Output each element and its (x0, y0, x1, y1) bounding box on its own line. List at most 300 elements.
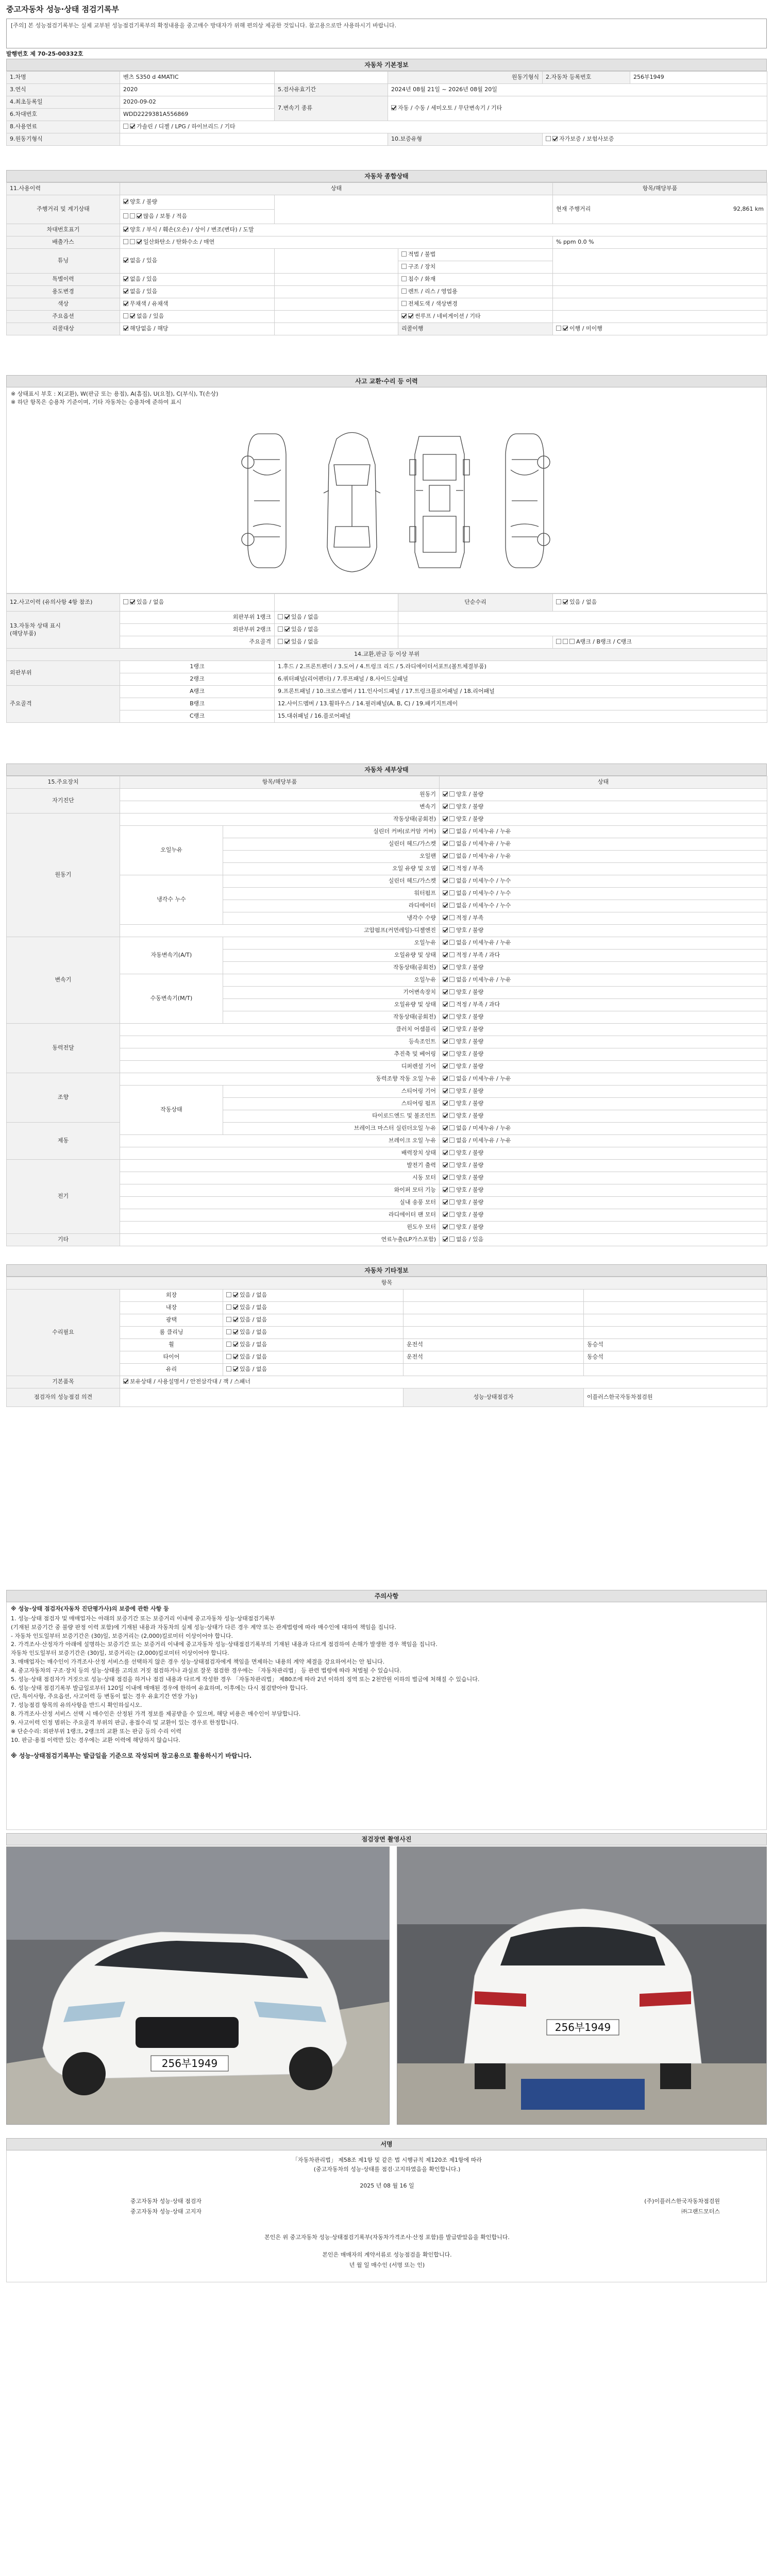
note-item: 3. 매매업자는 매수인이 가격조사·산정 서비스를 선택하지 않은 경우 성능·상태점검자에게 책임을 면제하는 내용의 계약 체결을 강요하여서는 안 됩니다. (11, 1658, 385, 1666)
checkbox-detail-ok (443, 1088, 448, 1093)
label-warranty: 10.보증유형 (388, 133, 543, 146)
detail-group-label: 원동기 (7, 814, 120, 937)
value-vin: WDD2229381A556869 (120, 109, 275, 121)
checkbox-outer1-no (284, 614, 290, 619)
detail-item: 실린더 헤드/가스켓 (223, 838, 440, 851)
value-special-flood: 침수 / 화재 (408, 276, 436, 283)
other-state: 있음 / 없음 (240, 1366, 267, 1373)
value-frame: 있음 / 없음 (291, 638, 319, 646)
checkbox-detail-ok (443, 1138, 448, 1143)
detail-item: 실내 송풍 모터 (120, 1197, 440, 1209)
checkbox-recall-none (123, 326, 128, 331)
checkbox-other-yes (226, 1366, 231, 1371)
checkbox-rank-c (569, 639, 575, 644)
label-frame-summary: 주요골격 (7, 686, 120, 723)
detail-state: 양호 / 불량 (456, 1199, 484, 1206)
checkbox-detail-ok (443, 1014, 448, 1019)
detail-subgroup-label: 작동상태 (120, 1086, 223, 1135)
other-item: 광택 (120, 1314, 223, 1327)
checkbox-detail-bad (449, 1199, 455, 1205)
checkbox-options-yes (130, 313, 135, 318)
detail-row (7, 974, 767, 987)
other-row (7, 1302, 767, 1314)
detail-state: 없음 / 미세누유 / 누유 (456, 828, 511, 835)
value-ranka-parts: 9.프론트패널 / 10.크로스멤버 / 11.인사이드패널 / 17.트렁크플로어패널 / 18.리어패널 (275, 686, 767, 698)
other-state: 있음 / 없음 (240, 1341, 267, 1348)
checkbox-structure (401, 264, 407, 269)
detail-group-label: 동력전달 (7, 1024, 120, 1073)
other-group-label: 수리필요 (7, 1290, 120, 1376)
checkbox-insurance-warranty (552, 136, 558, 141)
detail-state: 양호 / 불량 (456, 803, 484, 810)
note-item: - 자동차 인도일부터 보증기간은 (30)일, 보증거리는 (2,000)킬로미터 이상이어야 합니다. (11, 1632, 233, 1639)
other-state: 있음 / 없음 (240, 1292, 267, 1299)
label-vin-state: 차대번호표기 (7, 224, 120, 236)
checkbox-detail-bad (449, 1002, 455, 1007)
value-options-opts: 없음 / 있음 (137, 313, 164, 320)
checkbox-detail-ok (443, 977, 448, 982)
value-emission-opts: 일산화탄소 / 탄화수소 / 매연 (143, 239, 215, 246)
checkbox-other-yes (226, 1354, 231, 1359)
value-repair-opts: 있음 / 없음 (569, 599, 597, 606)
detail-row (7, 1209, 767, 1222)
checkbox-detail-bad (449, 1100, 455, 1106)
label-current-mileage: 현재 주행거리 (556, 206, 591, 213)
car-left-view (242, 434, 286, 568)
value-emission-units: % ppm 0.0 % (553, 236, 767, 249)
detail-item: 오일팬 (223, 851, 440, 863)
label-vin: 6.차대번호 (7, 109, 120, 121)
checkbox-detail-ok (443, 1100, 448, 1106)
page-title: 중고자동차 성능·상태 점검기록부 (6, 5, 120, 14)
detail-state: 없음 / 미세누수 / 누수 (456, 902, 511, 909)
detail-row (7, 1061, 767, 1073)
checkbox-detail-ok (443, 816, 448, 821)
checkbox-detail-ok (443, 841, 448, 846)
checkbox-detail-ok (443, 866, 448, 871)
checkbox-detail-bad (449, 964, 455, 970)
value-recall-done: 이행 / 미이행 (569, 325, 602, 332)
detail-state: 양호 / 불량 (456, 1063, 484, 1070)
front-plate: 256부1949 (161, 2057, 218, 2070)
checkbox-detail-ok (443, 1175, 448, 1180)
label-rank1: 1랭크 (120, 661, 275, 673)
certificate-number: 발행번호 제 70-25-00332호 (6, 50, 83, 57)
checkbox-other-no (233, 1304, 238, 1310)
detail-item: 원동기 (120, 789, 440, 801)
checkbox-detail-ok (443, 903, 448, 908)
detail-state: 양호 / 불량 (456, 1112, 484, 1120)
detail-row (7, 1024, 767, 1036)
detail-row (7, 925, 767, 937)
checkbox-smoke (137, 239, 142, 244)
checkbox-detail-ok (443, 828, 448, 834)
value-car-name: 벤츠 S350 d 4MATIC (120, 72, 275, 84)
notes-list (11, 1615, 762, 1744)
detail-item: 오일누유 (223, 937, 440, 950)
detail-item: 작동상태(공회전) (223, 962, 440, 974)
detail-state: 없음 / 미세누유 / 누유 (456, 976, 511, 984)
detail-state: 없음 / 미세누유 / 누유 (456, 939, 511, 946)
detail-row (7, 814, 767, 826)
detail-state-table (6, 776, 767, 1246)
value-color-repaint: 전체도색 / 색상변경 (408, 300, 458, 308)
checkbox-detail-ok (443, 1076, 448, 1081)
other-row (7, 1364, 767, 1376)
sign-law-text: 「자동차관리법」 제58조 제1항 및 같은 법 시행규칙 제120조 제1항에 따라 (292, 2157, 482, 2163)
value-vin-opts: 양호 / 부식 / 훼손(오손) / 상이 / 변조(변타) / 도말 (130, 226, 254, 233)
detail-state: 양호 / 불량 (456, 1026, 484, 1033)
detail-item: 고압펌프(커먼레일)-디젤엔진 (120, 925, 440, 937)
detail-group-label: 조향 (7, 1073, 120, 1123)
detail-state: 양호 / 불량 (456, 1100, 484, 1107)
rear-plate: 256부1949 (554, 2021, 611, 2033)
section-photos-header: 점검장면 촬영사진 (6, 1833, 767, 1845)
value-tuning-opts: 없음 / 있음 (130, 257, 158, 264)
detail-item: 타이로드엔드 및 볼조인트 (223, 1110, 440, 1123)
header-usage: 11.사용이력 (7, 183, 120, 195)
checkbox-detail-bad (449, 1076, 455, 1081)
detail-row (7, 875, 767, 888)
detail-item: 배력장치 상태 (120, 1147, 440, 1160)
checkbox-outer2-yes (278, 626, 283, 632)
header-parts: 항목/해당부품 (553, 183, 767, 195)
checkbox-special-none (123, 276, 128, 281)
checkbox-sunroof (401, 313, 407, 318)
label-basic-items: 기본품목 (7, 1376, 120, 1388)
basic-info-table (6, 71, 767, 146)
note-item: (기재된 보증기간 중 불량 판정 이력 포함)에 기재된 내용과 자동차의 실제 성능·상태가 다른 경우 계약 또는 관계법령에 따라 매수인에 대하여 책임을 집니다. (11, 1623, 396, 1631)
label-color: 색상 (7, 298, 120, 311)
value-basic-items: 보유상태 / 사용설명서 / 안전삼각대 / 잭 / 스패너 (130, 1378, 251, 1385)
checkbox-detail-ok (443, 1150, 448, 1155)
label-rank-b: B랭크 (120, 698, 275, 710)
checkbox-detail-bad (449, 1039, 455, 1044)
detail-state: 없음 / 미세누유 / 누유 (456, 1075, 511, 1082)
note-item: 10. 판금·용접 이력만 있는 경우에는 교환 이력에 해당하지 않습니다. (11, 1736, 180, 1743)
notice-box: [주의] 본 성능점검기록부는 실제 교부된 성능점검기록부의 확정내용을 중고매수 방대자가 위해 편의상 제공한 것입니다. 참고용으로만 사용하시기 바랍니다. (6, 19, 767, 48)
checkbox-rank-b (563, 639, 568, 644)
checkbox-other-yes (226, 1292, 231, 1297)
detail-state: 없음 / 미세누유 / 누유 (456, 840, 511, 848)
detail-state: 적정 / 부족 / 과다 (456, 1001, 500, 1008)
detail-item: 워터펌프 (223, 888, 440, 900)
label-outer-summary: 외판부위 (7, 661, 120, 686)
detail-row (7, 1036, 767, 1048)
note-item: 5. 성능·상태 점검자가 거짓으로 성능·상태 점검을 하거나 점검 내용과 다르게 작성한 경우 「자동차관리법」 제80조에 따라 2년 이하의 징역 또는 2천만원 이하의 벌금에 처해질 수 있습니다. (11, 1675, 480, 1683)
checkbox-other-no (233, 1342, 238, 1347)
label-reg-number: 2.자동차 등록번호 (543, 72, 630, 84)
checkbox-detail-bad (449, 890, 455, 895)
value-color-opts: 무채색 / 유채색 (130, 300, 169, 308)
detail-item: 시동 모터 (120, 1172, 440, 1184)
checkbox-detail-ok (443, 1039, 448, 1044)
other-row (7, 1327, 767, 1339)
checkbox-other-yes (226, 1342, 231, 1347)
detail-row (7, 1234, 767, 1246)
section-sign-header: 서명 (6, 2138, 767, 2150)
value-ranks: A랭크 / B랭크 / C랭크 (576, 638, 632, 646)
other-item: 외장 (120, 1290, 223, 1302)
header-item: 항목/해당부품 (120, 776, 440, 789)
label-car-name: 1.차명 (7, 72, 120, 84)
detail-item: 냉각수 수량 (223, 912, 440, 925)
checkbox-detail-ok (443, 964, 448, 970)
detail-item: 작동상태(공회전) (223, 1011, 440, 1024)
detail-row (7, 1073, 767, 1086)
checkbox-detail-ok (443, 804, 448, 809)
label-rank2: 2랭크 (120, 673, 275, 686)
detail-state: 없음 / 미세누수 / 누수 (456, 890, 511, 897)
checkbox-detail-bad (449, 791, 455, 796)
damage-legend-note: ※ 하단 항목은 승용차 기준이며, 기타 자동차는 승용차에 준하여 표시 (11, 399, 182, 405)
checkbox-detail-ok (443, 1187, 448, 1192)
front-photo (6, 1846, 390, 2125)
other-row (7, 1339, 767, 1351)
checkbox-detail-bad (449, 1212, 455, 1217)
checkbox-detail-bad (449, 1175, 455, 1180)
detail-item: 오일 유량 및 오염 (223, 863, 440, 875)
checkbox-detail-bad (449, 977, 455, 982)
checkbox-hc (130, 239, 135, 244)
detail-item: 등속조인트 (120, 1036, 440, 1048)
checkbox-auto (391, 105, 396, 110)
detail-row (7, 1048, 767, 1061)
detail-item: 브레이크 마스터 실린더오일 누유 (223, 1123, 440, 1135)
detail-state: 양호 / 불량 (456, 1162, 484, 1169)
detail-state: 양호 / 불량 (456, 1050, 484, 1058)
checkbox-detail-ok (443, 878, 448, 883)
checkbox-accident-yes (123, 599, 128, 604)
car-frame-view (410, 436, 469, 568)
checkbox-frame-no (284, 639, 290, 644)
checkbox-many (123, 213, 128, 218)
checkbox-gasoline (123, 124, 128, 129)
detail-item: 스티어링 펌프 (223, 1098, 440, 1110)
notes-warning: ※ 성능·상태점검기록부는 발급일을 기준으로 작성되며 참고용으로 활용하시기 바랍니다. (11, 1752, 252, 1759)
checkbox-detail-bad (449, 1113, 455, 1118)
checkbox-detail-bad (449, 915, 455, 920)
detail-item: 라디에이터 팬 모터 (120, 1209, 440, 1222)
detail-row (7, 1184, 767, 1197)
detail-item: 동력조향 작동 오일 누유 (120, 1073, 440, 1086)
section-other-header: 자동차 기타정보 (6, 1264, 767, 1277)
checkbox-detail-ok (443, 853, 448, 858)
passenger-side-label: 동승석 (587, 1353, 603, 1361)
value-recall-opts: 해당없음 / 해당 (130, 325, 169, 332)
other-info-table (6, 1277, 767, 1407)
checkbox-co (123, 239, 128, 244)
checkbox-detail-bad (449, 1125, 455, 1130)
value-accident-opts: 있음 / 없음 (137, 599, 164, 606)
other-row (7, 1290, 767, 1302)
label-engine: 9.원동기형식 (7, 133, 120, 146)
checkbox-normal (130, 213, 135, 218)
value-year: 2020 (120, 84, 275, 96)
other-item: 타이어 (120, 1351, 223, 1364)
detail-subgroup-label: 냉각수 누수 (120, 875, 223, 925)
note-item: 9. 사고이력 인정 범위는 주요골격 부위의 판금, 용접수리 및 교환이 있는 경우로 한정합니다. (11, 1719, 239, 1726)
checkbox-rank-a (556, 639, 561, 644)
passenger-side-label: 동승석 (587, 1341, 603, 1348)
detail-subgroup-label: 자동변속기(A/T) (120, 937, 223, 974)
label-inspector-opinion: 점검자의 성능점검 의견 (7, 1388, 120, 1407)
inspection-record-page (6, 0, 767, 2576)
note-item: 7. 성능점검 항목의 유의사항을 반드시 확인하십시오. (11, 1702, 142, 1709)
checkbox-detail-bad (449, 1014, 455, 1019)
label-mileage: 주행거리 및 계기상태 (7, 195, 120, 224)
detail-item: 연료누출(LP가스포함) (120, 1234, 440, 1246)
detail-row (7, 1135, 767, 1147)
checkbox-detail-bad (449, 1224, 455, 1229)
car-right-view (506, 434, 550, 568)
checkbox-detail-bad (449, 989, 455, 994)
checkbox-detail-ok (443, 1212, 448, 1217)
detail-row (7, 801, 767, 814)
other-item: 룸 클리닝 (120, 1327, 223, 1339)
notes-title: ※ 성능·상태 점검자(자동차 진단평가사)의 보증에 관한 사항 등 (11, 1605, 169, 1612)
detail-group-label: 변속기 (7, 937, 120, 1024)
detail-state: 적정 / 부족 (456, 865, 484, 872)
checkbox-detail-bad (449, 804, 455, 809)
section-basic-header: 자동차 기본정보 (6, 59, 767, 71)
value-mileage-state: 양호 / 불량 (130, 198, 158, 206)
notes-section (6, 1602, 767, 1830)
checkbox-diesel (130, 124, 135, 129)
detail-state: 양호 / 불량 (456, 927, 484, 934)
other-state: 있음 / 없음 (240, 1316, 267, 1324)
detail-subgroup-label: 수동변속기(M/T) (120, 974, 223, 1024)
checkbox-detail-bad (449, 816, 455, 821)
checkbox-detail-ok (443, 927, 448, 933)
sign-buyer: 년 월 일 매수인 (서명 또는 인) (349, 2262, 425, 2268)
value-special-opts: 없음 / 있음 (130, 276, 158, 283)
label-frame: 주요골격 (120, 636, 275, 649)
detail-state: 없음 / 있음 (456, 1236, 484, 1243)
checkbox-other-no (233, 1354, 238, 1359)
label-simple-repair: 단순수리 (398, 594, 553, 612)
detail-state: 없음 / 미세누수 / 누수 (456, 877, 511, 885)
value-first-reg: 2020-09-02 (120, 96, 275, 109)
checkbox-detail-bad (449, 1187, 455, 1192)
header-device: 15.주요장치 (7, 776, 120, 789)
detail-item: 오일유량 및 상태 (223, 950, 440, 962)
checkbox-repair-no (563, 599, 568, 604)
checkbox-detail-bad (449, 1026, 455, 1031)
value-reg-number: 256부1949 (630, 72, 767, 84)
detail-row (7, 1160, 767, 1172)
signature-section (6, 2150, 767, 2282)
detail-row (7, 1086, 767, 1098)
checkbox-detail-bad (449, 940, 455, 945)
header-other-item: 항목 (7, 1277, 767, 1290)
label-recall-done: 리콜이행 (398, 323, 553, 335)
driver-side-label: 운전석 (407, 1341, 423, 1348)
detail-group-label: 자기진단 (7, 789, 120, 814)
value-transmission: 자동 / 수동 / 세미오토 / 무단변속기 / 기타 (398, 105, 502, 112)
checkbox-detail-bad (449, 1162, 455, 1167)
label-change-status: 13.자동차 상태 표시 (해당부품) (7, 612, 120, 649)
checkbox-detail-ok (443, 915, 448, 920)
detail-item: 실린더 헤드/가스켓 (223, 875, 440, 888)
detail-item: 브레이크 오일 누유 (120, 1135, 440, 1147)
checkbox-repair-yes (556, 599, 561, 604)
value-rankc-parts: 15.대쉬패널 / 16.플로어패널 (275, 710, 767, 723)
detail-state: 양호 / 불량 (456, 964, 484, 971)
detail-item: 오일유량 및 상태 (223, 999, 440, 1011)
checkbox-detail-ok (443, 1236, 448, 1242)
checkbox-mileage-good (123, 199, 128, 204)
checkbox-rent (401, 289, 407, 294)
value-outer1: 있음 / 없음 (291, 614, 319, 621)
value-fuel: 가솔린 / 디젤 / LPG / 하이브리드 / 기타 (137, 123, 236, 130)
detail-row (7, 937, 767, 950)
detail-state: 없음 / 미세누유 / 누유 (456, 1137, 511, 1144)
damage-diagram-area (6, 387, 767, 594)
detail-state: 양호 / 불량 (456, 989, 484, 996)
checkbox-detail-bad (449, 903, 455, 908)
detail-item: 기어변속장치 (223, 987, 440, 999)
sign-inspector-name: (주)이플러스한국자동차점검원 (644, 2198, 720, 2205)
value-current-mileage: 92,861 km (733, 206, 764, 213)
checkbox-detail-bad (449, 952, 455, 957)
value-options-items: 썬루프 / 네비게이션 / 기타 (415, 313, 481, 320)
note-item: 1. 성능·상태 점검자 및 매매업자는 아래의 보증기간 또는 보증거리 이내에 중고자동차 성능·상태점검기록부 (11, 1615, 275, 1622)
checkbox-detail-ok (443, 890, 448, 895)
header-condition: 상태 (440, 776, 767, 789)
other-row (7, 1351, 767, 1364)
label-emission: 배출가스 (7, 236, 120, 249)
label-inspection-valid: 5.검사유효기간 (275, 84, 388, 96)
detail-item: 발전기 출력 (120, 1160, 440, 1172)
value-mileage-level: 많음 / 보통 / 적음 (143, 213, 188, 220)
damage-legend: ※ 상태표시 부호 : X(교환), W(판금 또는 용접), A(흠집), U(요철), C(부식), T(손상) (11, 391, 219, 397)
checkbox-detail-bad (449, 866, 455, 871)
checkbox-other-no (233, 1329, 238, 1334)
detail-state: 적정 / 부족 (456, 914, 484, 922)
label-rank-a: A랭크 (120, 686, 275, 698)
label-usage-change: 용도변경 (7, 286, 120, 298)
other-state: 있음 / 없음 (240, 1353, 267, 1361)
car-top-view (324, 433, 380, 572)
sign-sub: 본인은 매매자의 계약서류로 성능점검을 확인합니다. (322, 2251, 452, 2258)
detail-state: 양호 / 불량 (456, 1211, 484, 1218)
value-state-inspector: 이플러스한국자동차점검원 (584, 1388, 767, 1407)
checkbox-detail-ok (443, 1199, 448, 1205)
car-diagram (239, 423, 558, 578)
detail-state: 양호 / 불량 (456, 1149, 484, 1157)
checkbox-detail-ok (443, 1026, 448, 1031)
detail-state: 양호 / 불량 (456, 1038, 484, 1045)
section-general-header: 자동차 종합상태 (6, 170, 767, 182)
detail-state: 없음 / 미세누유 / 누유 (456, 853, 511, 860)
detail-row (7, 1222, 767, 1234)
checkbox-tuning-none (123, 258, 128, 263)
checkbox-detail-ok (443, 1162, 448, 1167)
sign-date: 2025 년 08 월 16 일 (360, 2182, 414, 2189)
note-item: ※ 단순수리: 외판부위 1랭크, 2랭크의 교환 또는 판금 등의 수리 이력 (11, 1727, 182, 1735)
label-first-reg: 4.최초등록일 (7, 96, 120, 109)
detail-group-label: 전기 (7, 1160, 120, 1234)
detail-state: 없음 / 미세누유 / 누유 (456, 1125, 511, 1132)
checkbox-usage-none (123, 289, 128, 294)
checkbox-flood (401, 276, 407, 281)
note-item: 4. 중고자동차의 구조·장치 등의 성능·상태를 고의로 거짓 점검하거나 과실로 잘못 점검한 경우에는 「자동차관리법」 등 관련 법령에 따라 처벌될 수 있습니다. (11, 1667, 401, 1674)
note-item: (단, 특이사항, 주요옵션, 사고이력 등 변동이 없는 경우 유효기간 연장 가능) (11, 1693, 198, 1700)
detail-item: 오일누유 (223, 974, 440, 987)
checkbox-vin-good (123, 227, 128, 232)
detail-state: 양호 / 불량 (456, 1088, 484, 1095)
